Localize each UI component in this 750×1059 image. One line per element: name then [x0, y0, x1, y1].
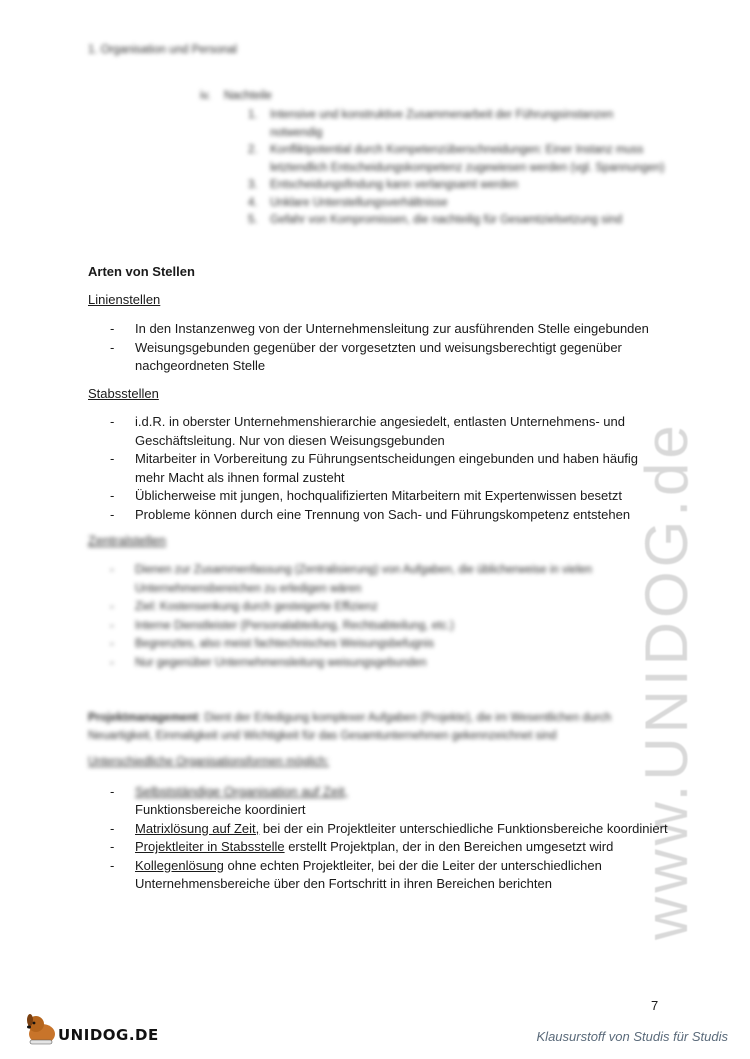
nachteile-list [248, 107, 668, 230]
list-item: - Ziel: Kostensenkung durch gesteigerte Effizienz [110, 601, 378, 613]
logo-text: UNIDOG.DE [58, 1026, 159, 1044]
list-item: - Dienen zur Zusammenfassung (Zentralisierung) von Aufgaben, die üblicherweise in vielen Unternehmensbereichen zu erledigen wären [110, 564, 593, 595]
list-item: - Nur gegenüber Unternehmensleitung weisungsgebunden [110, 656, 427, 669]
list-item: 5. Gefahr von Kompromissen, die nachteilig für Gesamtzielsetzung sind [248, 214, 623, 226]
stabsstellen-list [110, 413, 670, 524]
watermark: www.UNIDOG.de [633, 421, 700, 940]
list-item: - Kollegenlösung ohne echten Projektleiter, bei der die Leiter der unterschiedlichen Unternehmensbereiche über den Fortschritt in ihren Bereichen berichten [110, 857, 602, 891]
stabsstellen-title: Stabsstellen [88, 386, 159, 401]
heading-arten: Arten von Stellen [88, 264, 195, 279]
unidog-logo [22, 1010, 162, 1050]
list-item: 4. Unklare Unterstellungsverhältnisse [248, 196, 448, 209]
section-header: 1. Organisation und Personal [88, 44, 237, 56]
projekt-forms-list [110, 783, 670, 894]
list-item: - Matrixlösung auf Zeit, bei der ein Projektleiter unterschiedliche Funktionsbereiche koordiniert [110, 820, 668, 836]
linienstellen-list [110, 320, 670, 376]
list-item: - Projektleiter in Stabsstelle erstellt Projektplan, der in den Bereichen umgesetzt wird [110, 839, 614, 854]
linienstellen-title: Linienstellen [88, 292, 161, 307]
list-item: - Mitarbeiter in Vorbereitung zu Führungsentscheidungen eingebunden und haben häufig mehr Macht als ihnen formal zusteht [110, 451, 639, 485]
list-item: - Weisungsgebunden gegenüber der vorgesetzten und weisungsberechtigt gegenüber nachgeordneten Stelle [110, 339, 622, 373]
subsection-marker [200, 90, 272, 102]
projekt-paragraph: Projektmanagement: Dient der Erledigung komplexer Aufgaben (Projekte), die im Wesentlichen durch Neuartigkeit, Einmaligkeit und Wichtigkeit für das Gesamtunternehmen gekennzeichnet sind [88, 712, 612, 742]
zentralstellen-title: Zentralstellen [88, 533, 167, 548]
subsection-numeral: iv. [200, 90, 211, 102]
list-item: - Probleme können durch eine Trennung von Sach- und Führungskompetenz entstehen [110, 506, 631, 522]
list-item: - Interne Dienstleister (Personalabteilung, Rechtsabteilung, etc.) [110, 619, 454, 632]
page-number: 7 [651, 998, 659, 1013]
projekt-forms-title: Unterschiedliche Organisationsformen möglich: [88, 756, 329, 768]
list-item: - In den Instanzenweg von der Unternehmensleitung zur ausführenden Stelle eingebunden [110, 321, 649, 336]
zentralstellen-list [110, 561, 670, 672]
list-item: 1. Intensive und konstruktive Zusammenarbeit der Führungsinstanzen notwendig [248, 109, 614, 139]
list-item: 2. Konfliktpotential durch Kompetenzüberschneidungen: Einer Instanz muss letztendlich Entscheidungskompetenz zugewiesen werden (vgl. Spannungen) [248, 144, 665, 174]
form-continuation: Funktionsbereiche koordiniert [135, 802, 306, 817]
list-item: 3. Entscheidungsfindung kann verlangsamt werden [248, 179, 519, 191]
dog-icon [22, 1010, 62, 1050]
subsection-label: Nachteile [223, 90, 272, 102]
footer-tagline: Klausurstoff von Studis für Studis [536, 1029, 728, 1044]
list-item: - Begrenztes, also meist fachtechnisches Weisungsbefugnis [110, 638, 434, 650]
list-item: - i.d.R. in oberster Unternehmenshierarchie angesiedelt, entlasten Unternehmens- und Geschäftsleitung. Nur von diesen Weisungsgebunden [110, 414, 625, 448]
list-item: - Selbstständige Organisation auf Zeit, Funktionsbereiche koordiniert [110, 783, 670, 820]
blurred-line: Selbstständige Organisation auf Zeit, [135, 784, 349, 799]
list-item: - Üblicherweise mit jungen, hochqualifizierten Mitarbeitern mit Expertenwissen besetzt [110, 488, 623, 503]
